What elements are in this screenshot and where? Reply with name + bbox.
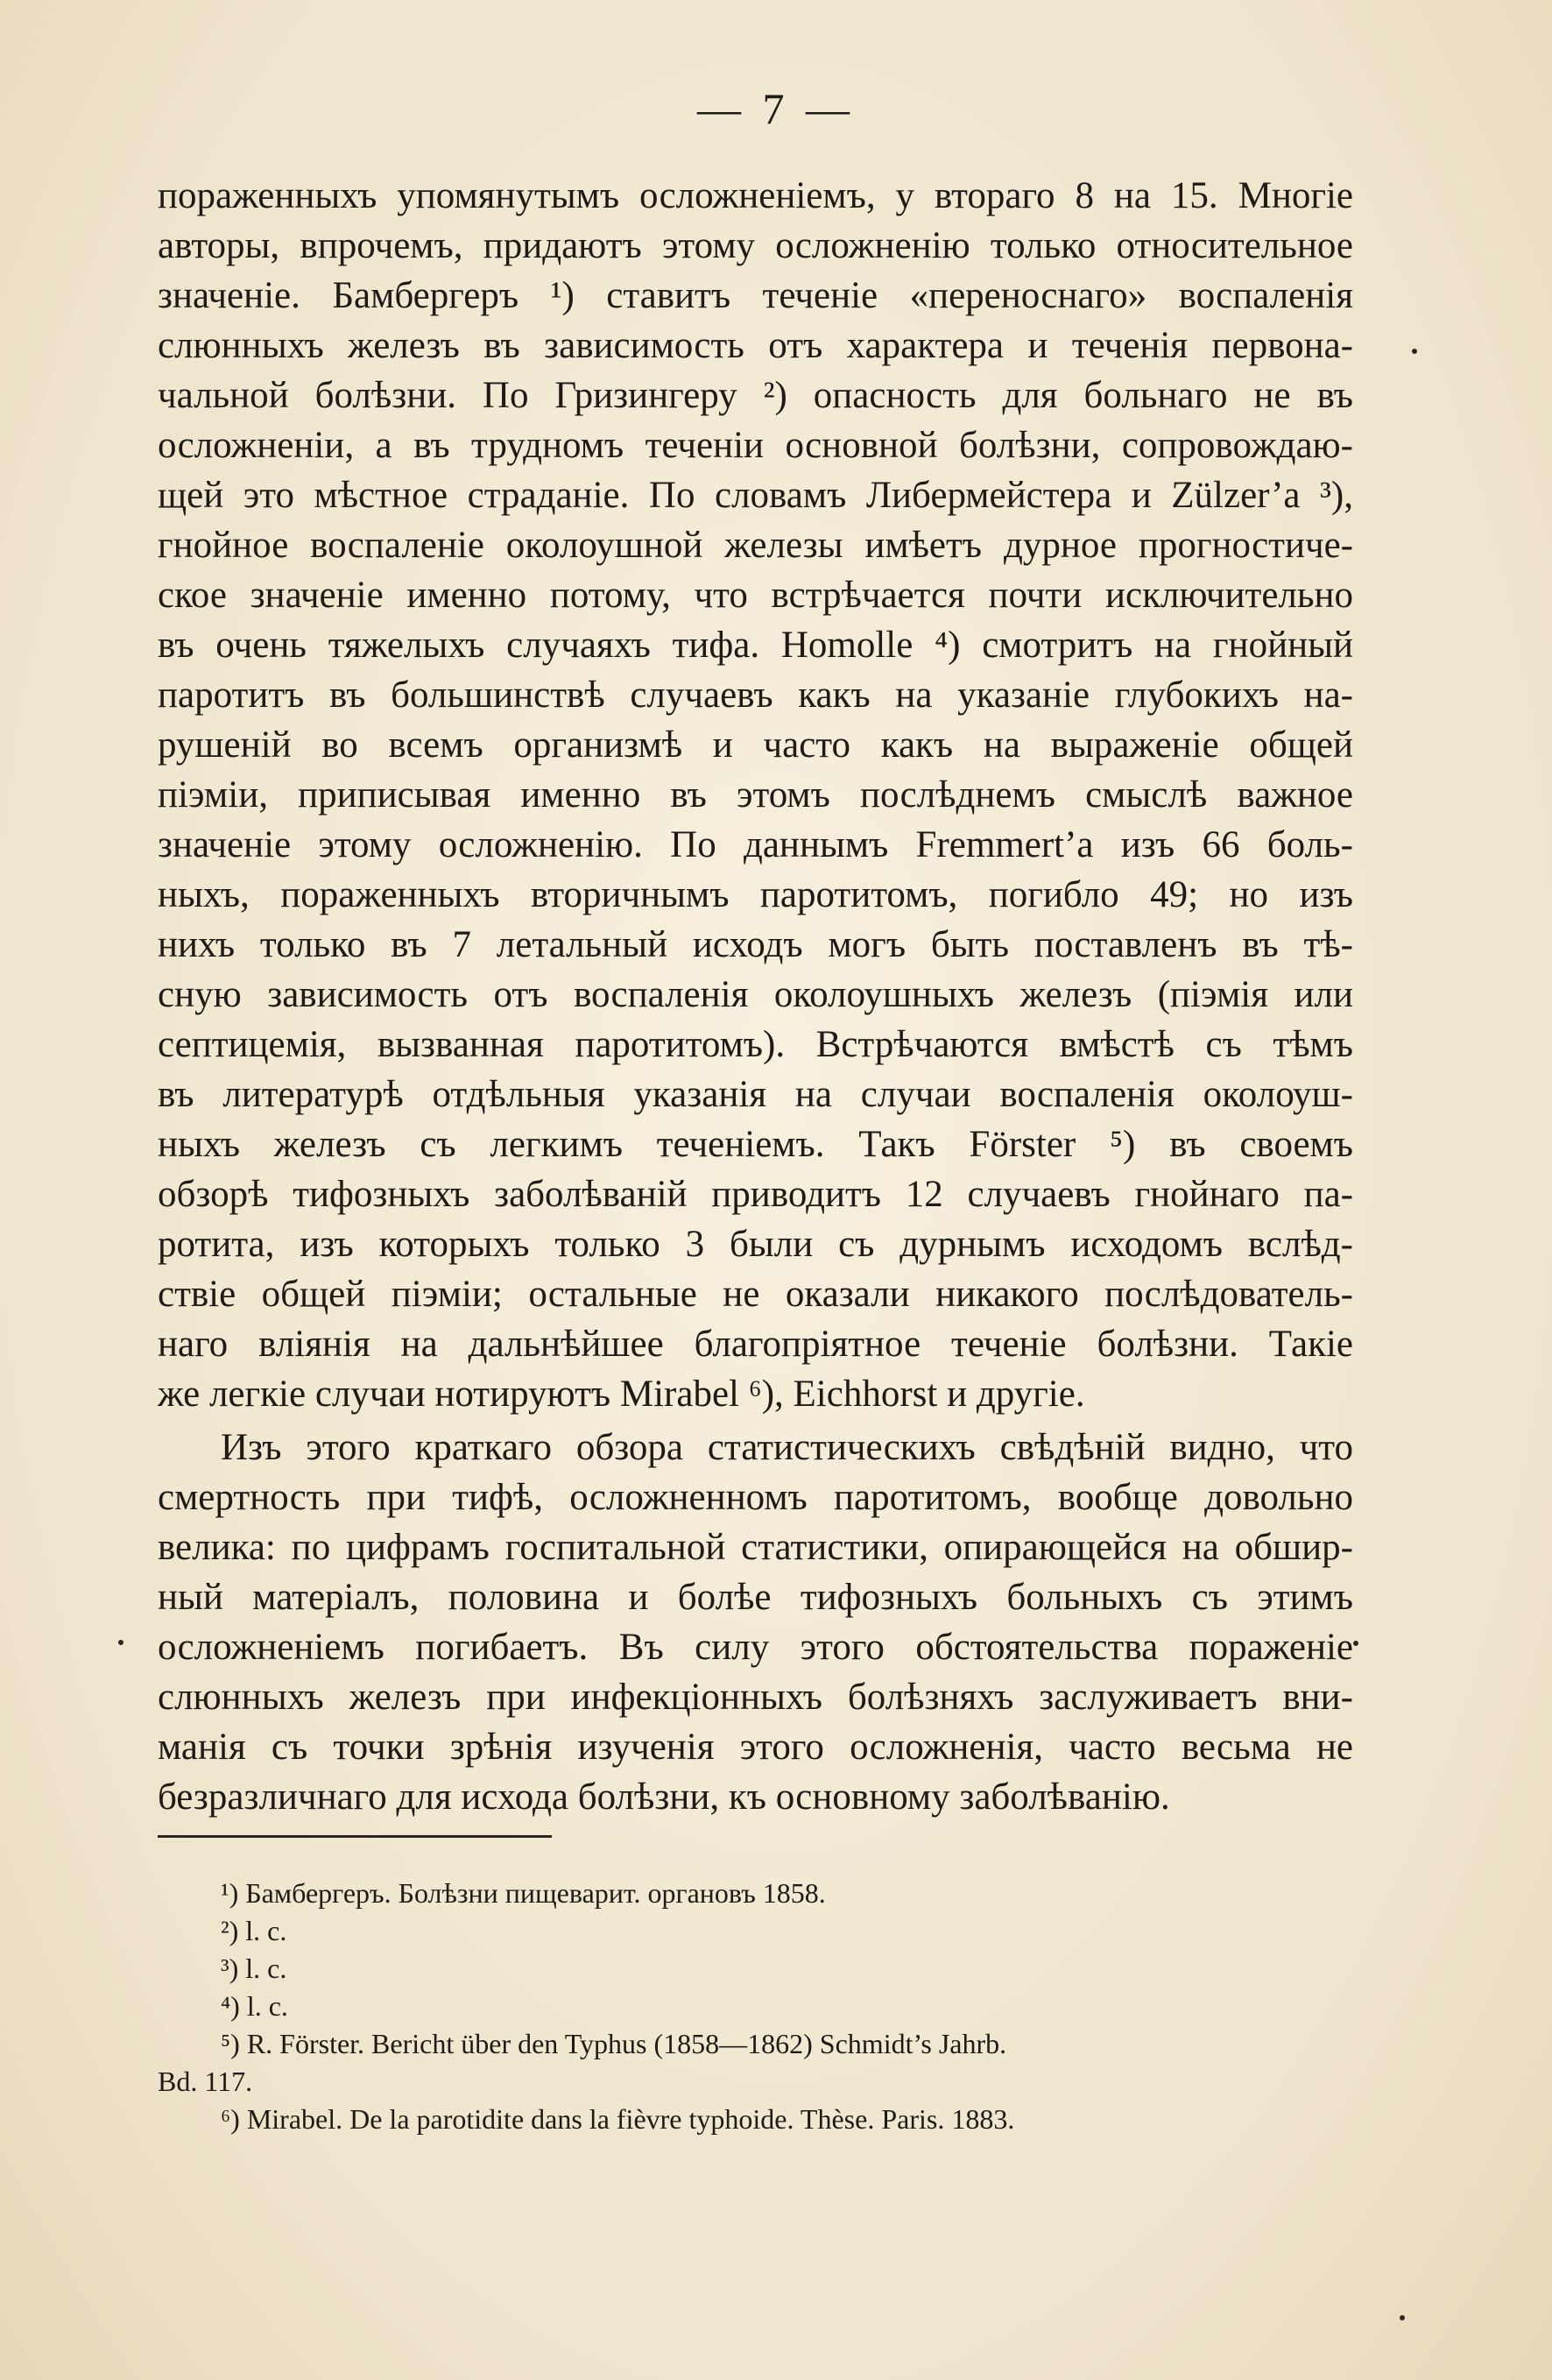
text-line: ныхъ железъ съ легкимъ теченіемъ. Такъ Förster ⁵) въ своемъ: [158, 1124, 1353, 1165]
text-line: значеніе. Бамбергеръ ¹) ставитъ теченіе «переноснаго» воспаленія: [158, 275, 1353, 316]
text-line: въ литературѣ отдѣльныя указанія на случаи воспаленія околоуш-: [158, 1074, 1353, 1115]
text-line: нихъ только въ 7 летальный исходъ могъ быть поставленъ въ тѣ-: [158, 924, 1353, 965]
text-line: ствіе общей піэміи; остальные не оказали никакого послѣдователь-: [158, 1274, 1353, 1315]
text-line: манія съ точки зрѣнія изученія этого осложненія, часто весьма не: [158, 1727, 1353, 1768]
text-line: Изъ этого краткаго обзора статистическихъ свѣдѣній видно, что: [221, 1427, 1353, 1468]
text-line: обзорѣ тифозныхъ заболѣваній приводитъ 12 случаевъ гнойнаго па-: [158, 1174, 1353, 1215]
footnote-continuation: Bd. 117.: [158, 2066, 253, 2097]
text-line: безразличнаго для исхода болѣзни, къ основному заболѣванію.: [158, 1776, 1170, 1818]
text-line: септицемія, вызванная паротитомъ). Встрѣчаются вмѣстѣ съ тѣмъ: [158, 1024, 1353, 1065]
text-line: пораженныхъ упомянутымъ осложненіемъ, у втораго 8 на 15. Многіе: [158, 175, 1353, 216]
text-line: смертность при тифѣ, осложненномъ паротитомъ, вообще довольно: [158, 1477, 1353, 1518]
text-line: ныхъ, пораженныхъ вторичнымъ паротитомъ, погибло 49; но изъ: [158, 874, 1353, 915]
text-line: паротитъ въ большинствѣ случаевъ какъ на указаніе глубокихъ на-: [158, 674, 1353, 716]
text-line: слюнныхъ железъ при инфекціонныхъ болѣзняхъ заслуживаетъ вни-: [158, 1677, 1353, 1718]
text-line: рушеній во всемъ организмѣ и часто какъ на выраженіе общей: [158, 724, 1353, 766]
page-number: — 7 —: [697, 84, 855, 133]
footnote: ²) l. c.: [221, 1915, 287, 1946]
footnote: ⁵) R. Förster. Bericht über den Typhus (1858—1862) Schmidt’s Jahrb.: [221, 2028, 1007, 2059]
footnote: ³) l. c.: [221, 1953, 287, 1984]
text-line: осложненіемъ погибаетъ. Въ силу этого обстоятельства пораженіе: [158, 1627, 1353, 1668]
text-line: ское значеніе именно потому, что встрѣчается почти исключительно: [158, 575, 1353, 616]
text-line: въ очень тяжелыхъ случаяхъ тифа. Homolle ⁴) смотритъ на гнойный: [158, 625, 1353, 666]
text-line: ный матеріалъ, половина и болѣе тифозныхъ больныхъ съ этимъ: [158, 1577, 1353, 1618]
footnote: ⁶) Mirabel. De la parotidite dans la fièvre typhoide. Thèse. Paris. 1883.: [221, 2103, 1015, 2135]
text-line: наго вліянія на дальнѣйшее благопріятное теченіе болѣзни. Такіе: [158, 1324, 1353, 1365]
text-line: значеніе этому осложненію. По даннымъ Fremmert’a изъ 66 боль-: [158, 824, 1353, 865]
text-line: чальной болѣзни. По Гризингеру ²) опасность для больнаго не въ: [158, 375, 1353, 416]
text-line: гнойное воспаленіе околоушной железы имѣетъ дурное прогностиче-: [158, 525, 1353, 566]
text-line: сную зависимость отъ воспаленія околоушныхъ железъ (піэмія или: [158, 974, 1353, 1015]
footnote-divider: [158, 1835, 552, 1838]
footnote: ¹) Бамбергеръ. Болѣзни пищеварит. органовъ 1858.: [221, 1877, 826, 1909]
text-line: же легкіе случаи нотируютъ Mirabel ⁶), Eichhorst и другіе.: [158, 1374, 1085, 1415]
main-text: [158, 171, 1353, 1822]
footnotes: [158, 1875, 1353, 2138]
text-line: ротита, изъ которыхъ только 3 были съ дурнымъ исходомъ вслѣд-: [158, 1224, 1353, 1265]
text-line: піэміи, приписывая именно въ этомъ послѣднемъ смыслѣ важное: [158, 774, 1353, 816]
text-line: осложненіи, а въ трудномъ теченіи основной болѣзни, сопровождаю-: [158, 425, 1353, 466]
text-line: велика: по цифрамъ госпитальной статистики, опирающейся на обшир-: [158, 1527, 1353, 1568]
text-line: щей это мѣстное страданіе. По словамъ Либермейстера и Zülzer’a ³),: [158, 475, 1353, 516]
text-line: авторы, впрочемъ, придаютъ этому осложненію только относительное: [158, 225, 1353, 266]
footnote: ⁴) l. c.: [221, 1990, 288, 2022]
text-line: слюнныхъ железъ въ зависимость отъ характера и теченія первона-: [158, 325, 1353, 366]
